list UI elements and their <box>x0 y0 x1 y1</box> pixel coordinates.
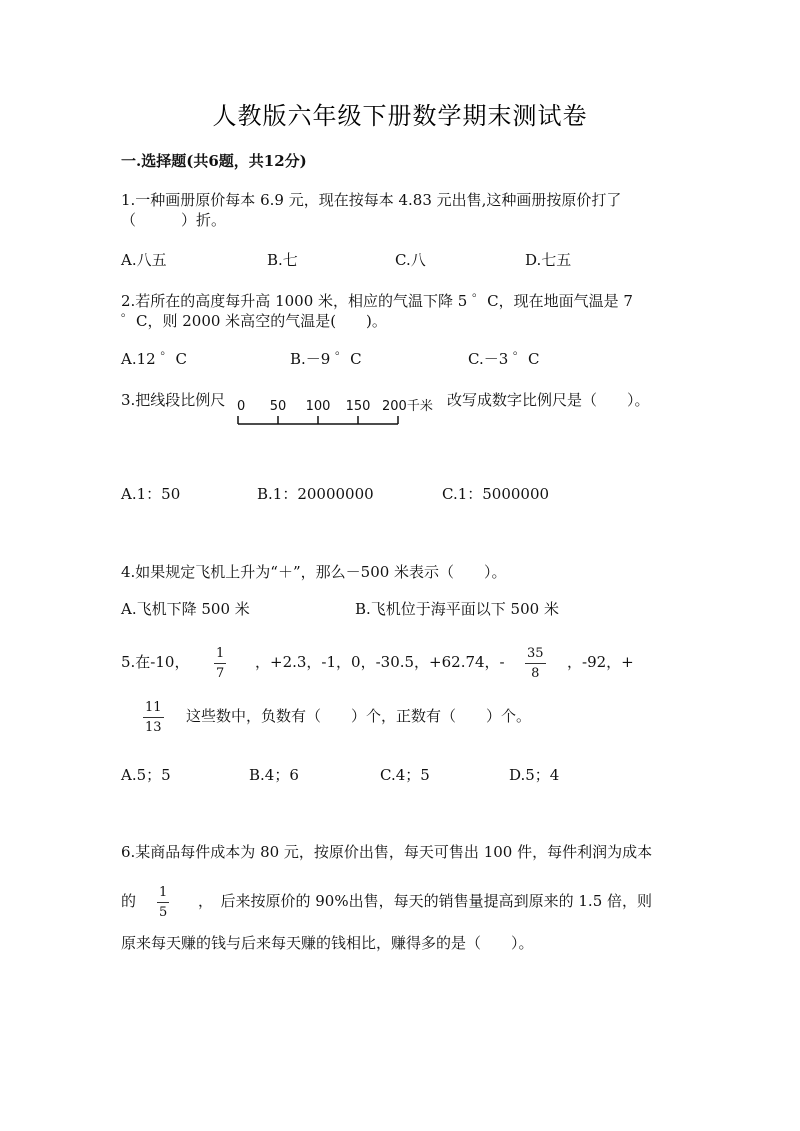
q3-prefix: 3.把线段比例尺 <box>121 391 226 409</box>
section-heading: 一.选择题(共6题，共12分) <box>121 152 307 170</box>
q6-line2-suffix: ， 后来按原价的 90%出售，每天的销售量提高到原来的 1.5 倍，则 <box>198 892 653 910</box>
fraction-numerator: 1 <box>159 885 168 900</box>
fraction-denominator: 13 <box>145 720 162 735</box>
fraction-denominator: 7 <box>216 666 225 681</box>
page-title: 人教版六年级下册数学期末测试卷 <box>212 102 588 130</box>
scale-label-0: 0 <box>237 399 246 414</box>
q5-prefix: 5.在-10， <box>121 653 190 671</box>
q5-option-b: B.4；6 <box>249 766 299 784</box>
fraction-numerator: 11 <box>145 700 162 715</box>
q2-option-c: C.－3 ゜C <box>468 350 540 368</box>
q2-line1: 2.若所在的高度每升高 1000 米，相应的气温下降 5 ゜C，现在地面气温是 7 <box>121 292 633 310</box>
fraction-bar <box>214 663 226 664</box>
q5-option-d: D.5；4 <box>509 766 560 784</box>
q1-option-c: C.八 <box>395 251 426 269</box>
fraction-bar <box>143 717 164 718</box>
fraction-35-8 <box>525 646 546 681</box>
q1-option-a: A.八五 <box>121 251 167 269</box>
fraction-denominator: 8 <box>531 666 540 681</box>
q4-option-a: A.飞机下降 500 米 <box>121 600 250 618</box>
scale-label-200: 200千米 <box>382 399 433 414</box>
q4-option-b: B.飞机位于海平面以下 500 米 <box>355 600 559 618</box>
fraction-1-5 <box>157 885 169 920</box>
q5-option-c: C.4；5 <box>380 766 430 784</box>
q1-line2: （ ）折。 <box>121 211 227 229</box>
q2-line2: ゜C，则 2000 米高空的气温是( )。 <box>121 312 387 330</box>
scale-label-100: 100 <box>305 399 331 414</box>
q2-option-a: A.12 ゜C <box>121 350 187 368</box>
fraction-1-7 <box>214 646 226 681</box>
q3-option-c: C.1：5000000 <box>442 485 550 503</box>
q1-option-b: B.七 <box>267 251 298 269</box>
q3-suffix: 改写成数字比例尺是（ ）。 <box>447 391 650 409</box>
fraction-numerator: 35 <box>527 646 544 661</box>
q6-line3: 原来每天赚的钱与后来每天赚的钱相比，赚得多的是（ ）。 <box>121 934 534 952</box>
fraction-bar <box>157 902 169 903</box>
line-scale-figure <box>234 393 444 433</box>
scale-label-50: 50 <box>269 399 287 414</box>
q5-middle: ，+2.3，-1，0，-30.5，+62.74，- <box>255 653 505 671</box>
fraction-11-13 <box>143 700 164 735</box>
q5-line2: 这些数中，负数有（ ）个，正数有（ ）个。 <box>186 707 532 725</box>
fraction-bar <box>525 663 546 664</box>
q6-line2-prefix: 的 <box>121 892 137 910</box>
q3-option-b: B.1：20000000 <box>257 485 374 503</box>
scale-label-150: 150 <box>345 399 371 414</box>
fraction-denominator: 5 <box>159 905 168 920</box>
fraction-numerator: 1 <box>216 646 225 661</box>
q3-option-a: A.1：50 <box>121 485 181 503</box>
q2-option-b: B.－9 ゜C <box>290 350 362 368</box>
q5-suffix: ，-92，+ <box>567 653 634 671</box>
q5-option-a: A.5；5 <box>121 766 171 784</box>
q1-option-d: D.七五 <box>525 251 572 269</box>
q6-line1: 6.某商品每件成本为 80 元，按原价出售，每天可售出 100 件，每件利润为成本 <box>121 843 653 861</box>
q1-line1: 1.一种画册原价每本 6.9 元，现在按每本 4.83 元出售,这种画册按原价打了 <box>121 191 622 209</box>
q4-line1: 4.如果规定飞机上升为“＋”，那么－500 米表示（ ）。 <box>121 563 507 581</box>
